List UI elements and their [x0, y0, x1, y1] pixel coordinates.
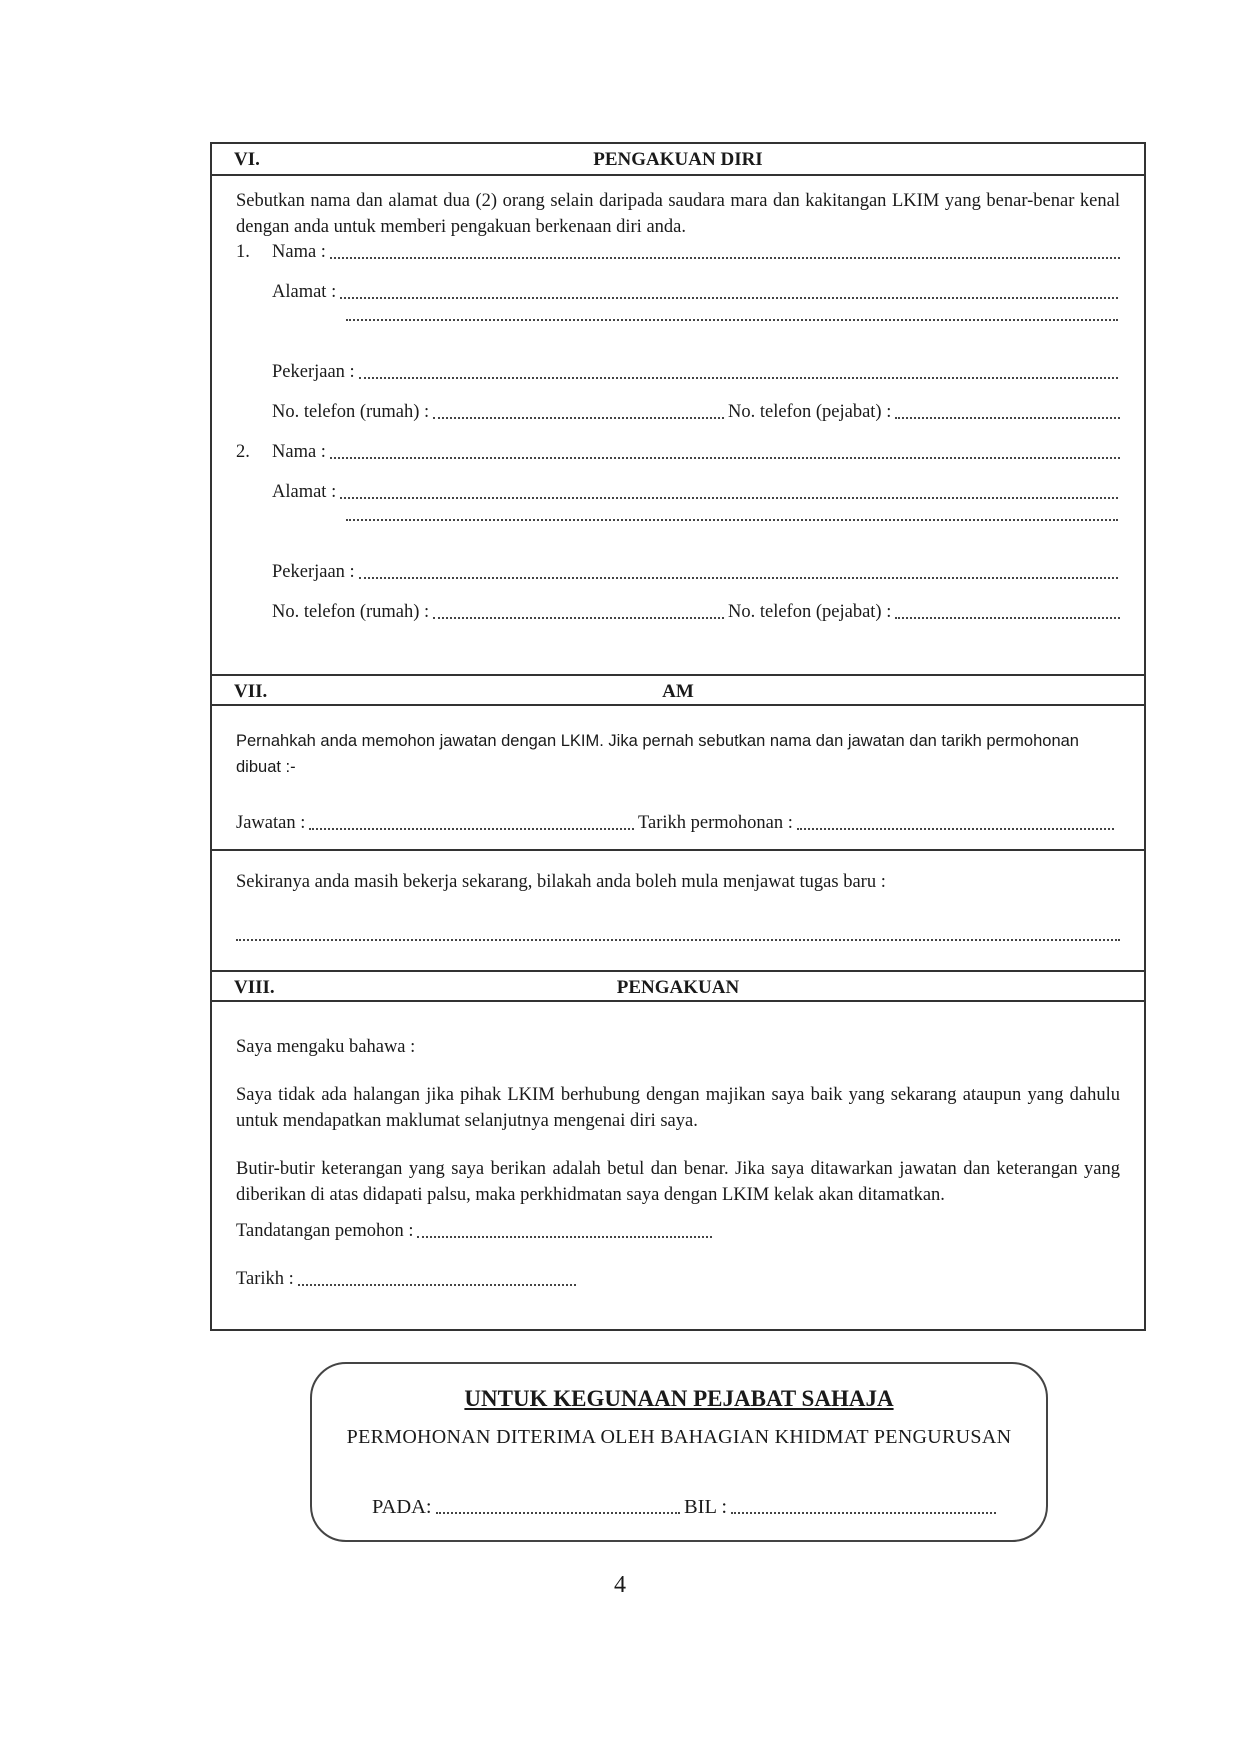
referee-2-alamat-line2[interactable]: [346, 519, 1118, 527]
referee-2-tel-rumah-field[interactable]: [272, 599, 724, 625]
application-form-page: [210, 142, 1146, 1331]
office-use-subtitle: PERMOHONAN DITERIMA OLEH BAHAGIAN KHIDMAT PENGURUSAN: [346, 1426, 1012, 1448]
section-header-am: [212, 674, 1144, 706]
pada-field[interactable]: [372, 1494, 680, 1520]
referee-1-nama-field[interactable]: [272, 239, 1120, 265]
tel-pejabat-label: No. telefon (pejabat) :: [728, 402, 892, 422]
section-number: VIII.: [234, 977, 275, 998]
section-header-pengakuan: [212, 970, 1144, 1002]
section-number: VII.: [234, 681, 268, 702]
dotted-line: [436, 1512, 680, 1514]
date-label: Tarikh :: [236, 1269, 294, 1289]
referee-1-index: 1.: [236, 242, 250, 262]
section-title: AM: [662, 681, 694, 702]
pekerjaan-label: Pekerjaan :: [272, 362, 355, 382]
section-title: PENGAKUAN DIRI: [593, 149, 763, 170]
dotted-line: [309, 828, 634, 830]
dotted-line: [731, 1512, 996, 1514]
dotted-line: [236, 939, 1120, 941]
bil-label: BIL :: [684, 1496, 728, 1518]
alamat-label: Alamat :: [272, 282, 337, 302]
referee-2-nama-field[interactable]: [272, 439, 1120, 465]
referee-2-tel-pejabat-field[interactable]: [728, 599, 1120, 625]
referee-2-pekerjaan-field[interactable]: [272, 559, 1118, 585]
section7-question-start-date: Sekiranya anda masih bekerja sekarang, bilakah anda boleh mula menjawat tugas baru :: [236, 872, 886, 892]
section-title: PENGAKUAN: [616, 977, 740, 998]
section8-paragraph-2: Butir-butir keterangan yang saya berikan adalah betul dan benar. Jika saya ditawarkan jawatan dan keterangan yang diberikan di atas didapati palsu, maka perkhidmatan saya dengan LKIM kelak akan ditamatkan.: [236, 1159, 1120, 1205]
signature-field[interactable]: [236, 1218, 712, 1244]
referee-1-pekerjaan-field[interactable]: [272, 359, 1118, 385]
dotted-line: [346, 519, 1118, 521]
dotted-line: [298, 1284, 576, 1286]
date-field[interactable]: [236, 1266, 576, 1292]
dotted-line: [346, 319, 1118, 321]
section7-question-previous-application: Pernahkah anda memohon jawatan dengan LKIM. Jika pernah sebutkan nama dan jawatan dan tarikh permohonan dibuat :-: [236, 732, 1079, 776]
tarikh-permohonan-label: Tarikh permohonan :: [638, 813, 793, 833]
section-divider: [212, 849, 1144, 851]
section-number: VI.: [234, 149, 260, 170]
dotted-line: [330, 257, 1120, 259]
section6-intro: Sebutkan nama dan alamat dua (2) orang selain daripada saudara mara dan kakitangan LKIM yang benar-benar kenal dengan anda untuk memberi pengakuan berkenaan diri anda.: [236, 191, 1120, 237]
referee-1-tel-rumah-field[interactable]: [272, 399, 724, 425]
bil-field[interactable]: [684, 1494, 996, 1520]
dotted-line: [433, 617, 724, 619]
pada-label: PADA:: [372, 1496, 432, 1518]
referee-1-tel-pejabat-field[interactable]: [728, 399, 1120, 425]
dotted-line: [359, 377, 1118, 379]
dotted-line: [340, 497, 1118, 499]
dotted-line: [359, 577, 1118, 579]
section-header-pengakuan-diri: [212, 144, 1144, 176]
dotted-line: [330, 457, 1120, 459]
jawatan-field[interactable]: [236, 810, 634, 836]
start-date-answer-line[interactable]: [236, 939, 1120, 947]
alamat-label: Alamat :: [272, 482, 337, 502]
jawatan-label: Jawatan :: [236, 813, 306, 833]
dotted-line: [417, 1236, 712, 1238]
referee-2-index: 2.: [236, 442, 250, 462]
section8-paragraph-1: Saya tidak ada halangan jika pihak LKIM berhubung dengan majikan saya baik yang sekarang ataupun yang dahulu untuk mendapatkan maklumat selanjutnya mengenai diri saya.: [236, 1085, 1120, 1131]
dotted-line: [340, 297, 1118, 299]
tel-rumah-label: No. telefon (rumah) :: [272, 602, 430, 622]
referee-1-alamat-line2[interactable]: [346, 319, 1118, 327]
tel-rumah-label: No. telefon (rumah) :: [272, 402, 430, 422]
dotted-line: [895, 617, 1120, 619]
dotted-line: [797, 828, 1114, 830]
office-use-box: [310, 1362, 1048, 1542]
section8-intro: Saya mengaku bahawa :: [236, 1037, 416, 1057]
nama-label: Nama :: [272, 442, 326, 462]
signature-label: Tandatangan pemohon :: [236, 1221, 414, 1241]
office-use-title: UNTUK KEGUNAAN PEJABAT SAHAJA: [464, 1386, 894, 1411]
referee-1-alamat-field[interactable]: [272, 279, 1118, 305]
nama-label: Nama :: [272, 242, 326, 262]
pekerjaan-label: Pekerjaan :: [272, 562, 355, 582]
dotted-line: [895, 417, 1120, 419]
dotted-line: [433, 417, 724, 419]
tel-pejabat-label: No. telefon (pejabat) :: [728, 602, 892, 622]
page-number: 4: [614, 1572, 626, 1598]
tarikh-permohonan-field[interactable]: [638, 810, 1114, 836]
referee-2-alamat-field[interactable]: [272, 479, 1118, 505]
